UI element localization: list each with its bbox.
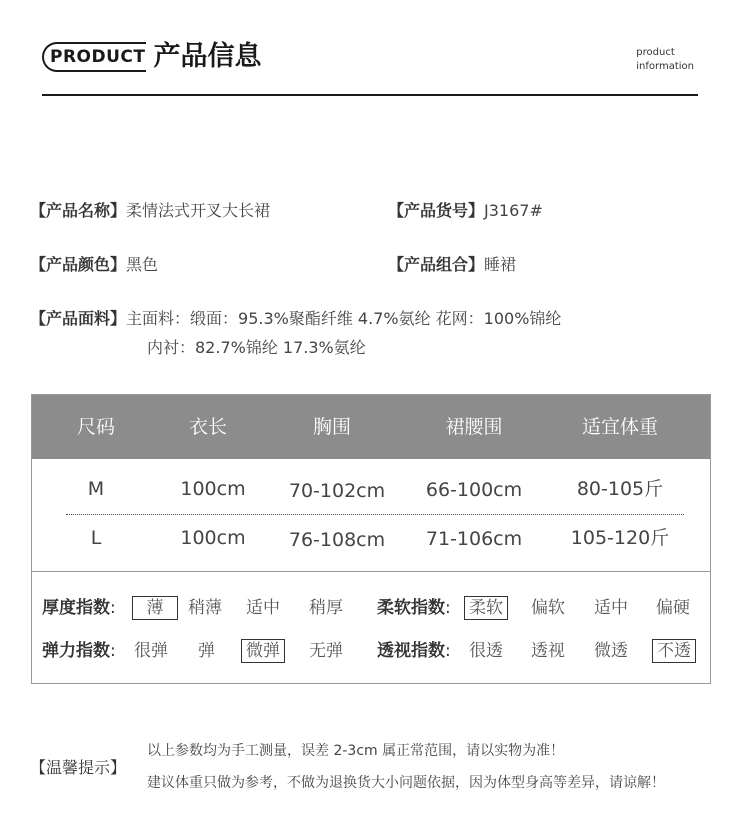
table-cell: 66-100cm [425,479,523,501]
header-note-line1: product [636,47,675,58]
brand-title [42,40,262,74]
header-note-line2: information [636,61,694,72]
transparency-option-opaque: 不透 [652,639,696,663]
info-color-key: 【产品颜色】 [30,255,127,274]
header-cell-bust: 胸围 [312,416,351,438]
table-cell: 80-105斤 [576,478,664,500]
brand-en-label: PRODUCT [42,42,146,72]
elasticity-option-slight: 微弹 [241,639,285,663]
info-color [30,254,158,276]
size-table [31,394,711,572]
header-cell-size: 尺码 [76,416,115,438]
header-cell-length: 衣长 [188,416,227,438]
softness-option-fairly-soft: 偏软 [531,598,565,618]
thickness-option-slightly-thick: 稍厚 [309,598,343,618]
info-fabric [30,308,561,330]
table-cell: 76-108cm [288,529,386,551]
table-cell: 70-102cm [288,480,386,502]
info-sku-value: J3167# [484,201,543,220]
transparency-label: 透视指数 [377,641,445,661]
thickness-option-thin: 薄 [132,596,178,620]
info-name-key: 【产品名称】 [30,201,127,220]
elasticity-option-elastic: 弹 [198,641,215,661]
info-sku-key: 【产品货号】 [388,201,485,220]
size-table-header [32,395,710,459]
table-row [32,518,710,558]
transparency-colon: : [445,641,451,661]
brand-cn-label: 产品信息 [153,41,262,72]
elasticity-label: 弹力指数 [42,641,110,661]
table-cell: L [90,527,102,549]
tips-title: 【温馨提示】 [30,758,127,777]
tips-line-1: 以上参数均为手工测量，误差 2-3cm 属正常范围，请以实物为准！ [147,743,565,759]
fabric-index-box [31,572,711,684]
info-combo [388,254,516,276]
thickness-colon: : [110,598,116,618]
transparency-option-see-through: 透视 [531,641,565,661]
info-fabric-lining [147,337,366,359]
softness-option-medium: 适中 [594,598,628,618]
softness-label: 柔软指数 [377,598,445,618]
table-cell: 100cm [180,478,246,500]
thickness-option-medium: 适中 [246,598,280,618]
softness-index-label [377,596,451,620]
table-row [32,469,710,509]
transparency-index-label [377,639,451,663]
info-name-value: 柔情法式开叉大长裙 [126,201,271,220]
info-fabric-line2: 内衬：82.7%锦纶 17.3%氨纶 [147,338,366,357]
table-cell: M [87,478,105,500]
elasticity-option-very: 很弹 [134,641,168,661]
info-fabric-line1: 主面料：缎面：95.3%聚酯纤维 4.7%氨纶 花网：100%锦纶 [126,309,562,328]
softness-colon: : [445,598,451,618]
header-cell-weight: 适宜体重 [581,416,658,438]
info-combo-key: 【产品组合】 [388,255,485,274]
info-fabric-key: 【产品面料】 [30,309,127,328]
info-sku [388,200,543,222]
softness-option-fairly-hard: 偏硬 [656,598,690,618]
table-cell: 71-106cm [425,528,523,550]
info-color-value: 黑色 [126,255,159,274]
row-divider [66,514,684,515]
page-header [42,40,698,96]
elasticity-colon: : [110,641,116,661]
thickness-index-label [42,596,116,620]
elasticity-option-none: 无弹 [309,641,343,661]
thickness-option-slightly-thin: 稍薄 [188,598,222,618]
info-name [30,200,270,222]
softness-option-soft: 柔软 [464,596,508,620]
info-combo-value: 睡裙 [484,255,517,274]
table-cell: 105-120斤 [570,527,670,549]
tips-line-2: 建议体重只做为参考，不做为退换货大小问题依据，因为体型身高等差异，请谅解！ [147,775,665,791]
table-cell: 100cm [180,527,246,549]
thickness-label: 厚度指数 [42,598,110,618]
elasticity-index-label [42,639,116,663]
header-note [636,46,694,74]
header-cell-waist: 裙腰围 [445,416,503,438]
transparency-option-very: 很透 [469,641,503,661]
transparency-option-slight: 微透 [594,641,628,661]
